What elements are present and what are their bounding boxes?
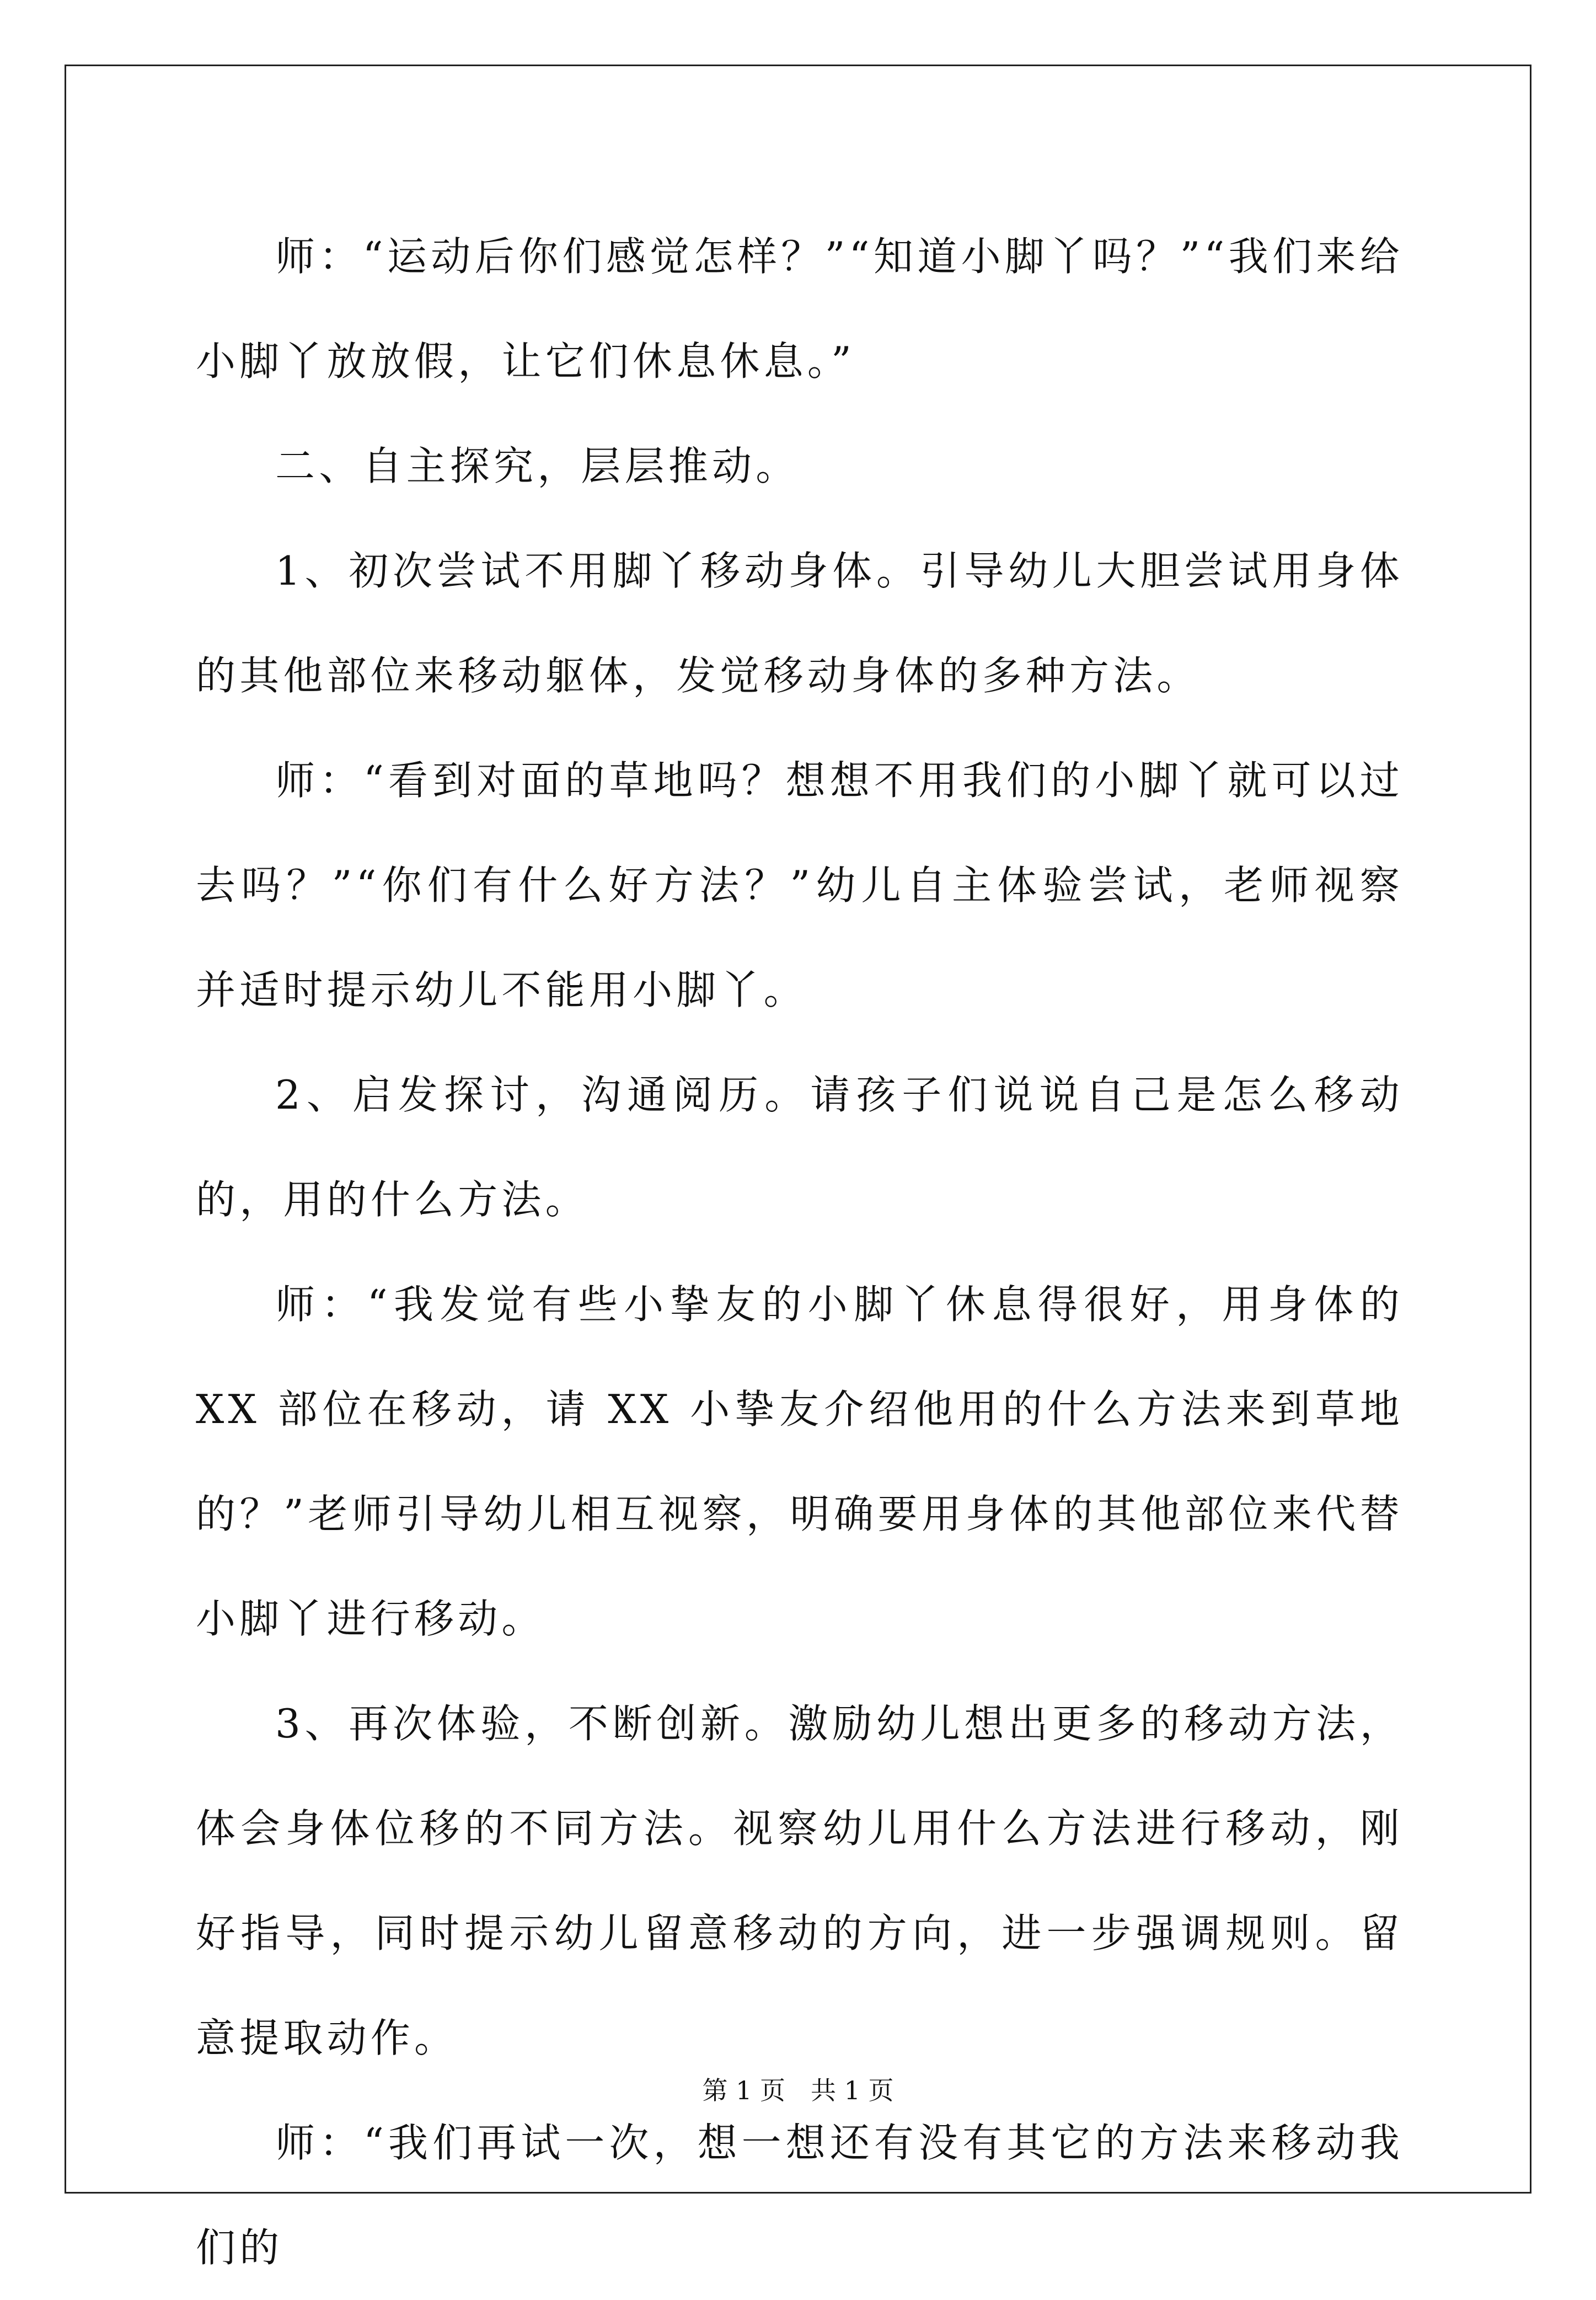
paragraph: 师：“看到对面的草地吗？想想不用我们的小脚丫就可以过去吗？”“你们有什么好方法？”幼儿自主体验尝试，老师视察并适时提示幼儿不能用小脚丫。 — [196, 757, 1404, 1013]
document-body — [196, 204, 1404, 2300]
paragraph: 1、初次尝试不用脚丫移动身体。引导幼儿大胆尝试用身体的其他部位来移动躯体，发觉移动身体的多种方法。 — [196, 548, 1404, 699]
paragraph: 师：“运动后你们感觉怎样？”“知道小脚丫吗？”“我们来给小脚丫放放假，让它们休息休息。” — [196, 233, 1404, 384]
page-number: 第 1 页 共 1 页 — [702, 2076, 894, 2105]
paragraph: 师：“我发觉有些小挚友的小脚丫休息得很好，用身体的 XX 部位在移动，请 XX 小挚友介绍他用的什么方法来到草地的？”老师引导幼儿相互视察，明确要用身体的其他部位来代替小脚丫进行移动。 — [196, 1281, 1404, 1642]
page-footer — [0, 2074, 1596, 2107]
section-heading: 二、自主探究，层层推动。 — [275, 443, 800, 489]
paragraph: 3、再次体验，不断创新。激励幼儿想出更多的移动方法，体会身体位移的不同方法。视察幼儿用什么方法进行移动，刚好指导，同时提示幼儿留意移动的方向，进一步强调规则。留意提取动作。 — [196, 1700, 1404, 2061]
paragraph: 师：“我们再试一次，想一想还有没有其它的方法来移动我们的 — [196, 2120, 1404, 2271]
paragraph: 2、启发探讨，沟通阅历。请孩子们说说自己是怎么移动的，用的什么方法。 — [196, 1072, 1404, 1223]
